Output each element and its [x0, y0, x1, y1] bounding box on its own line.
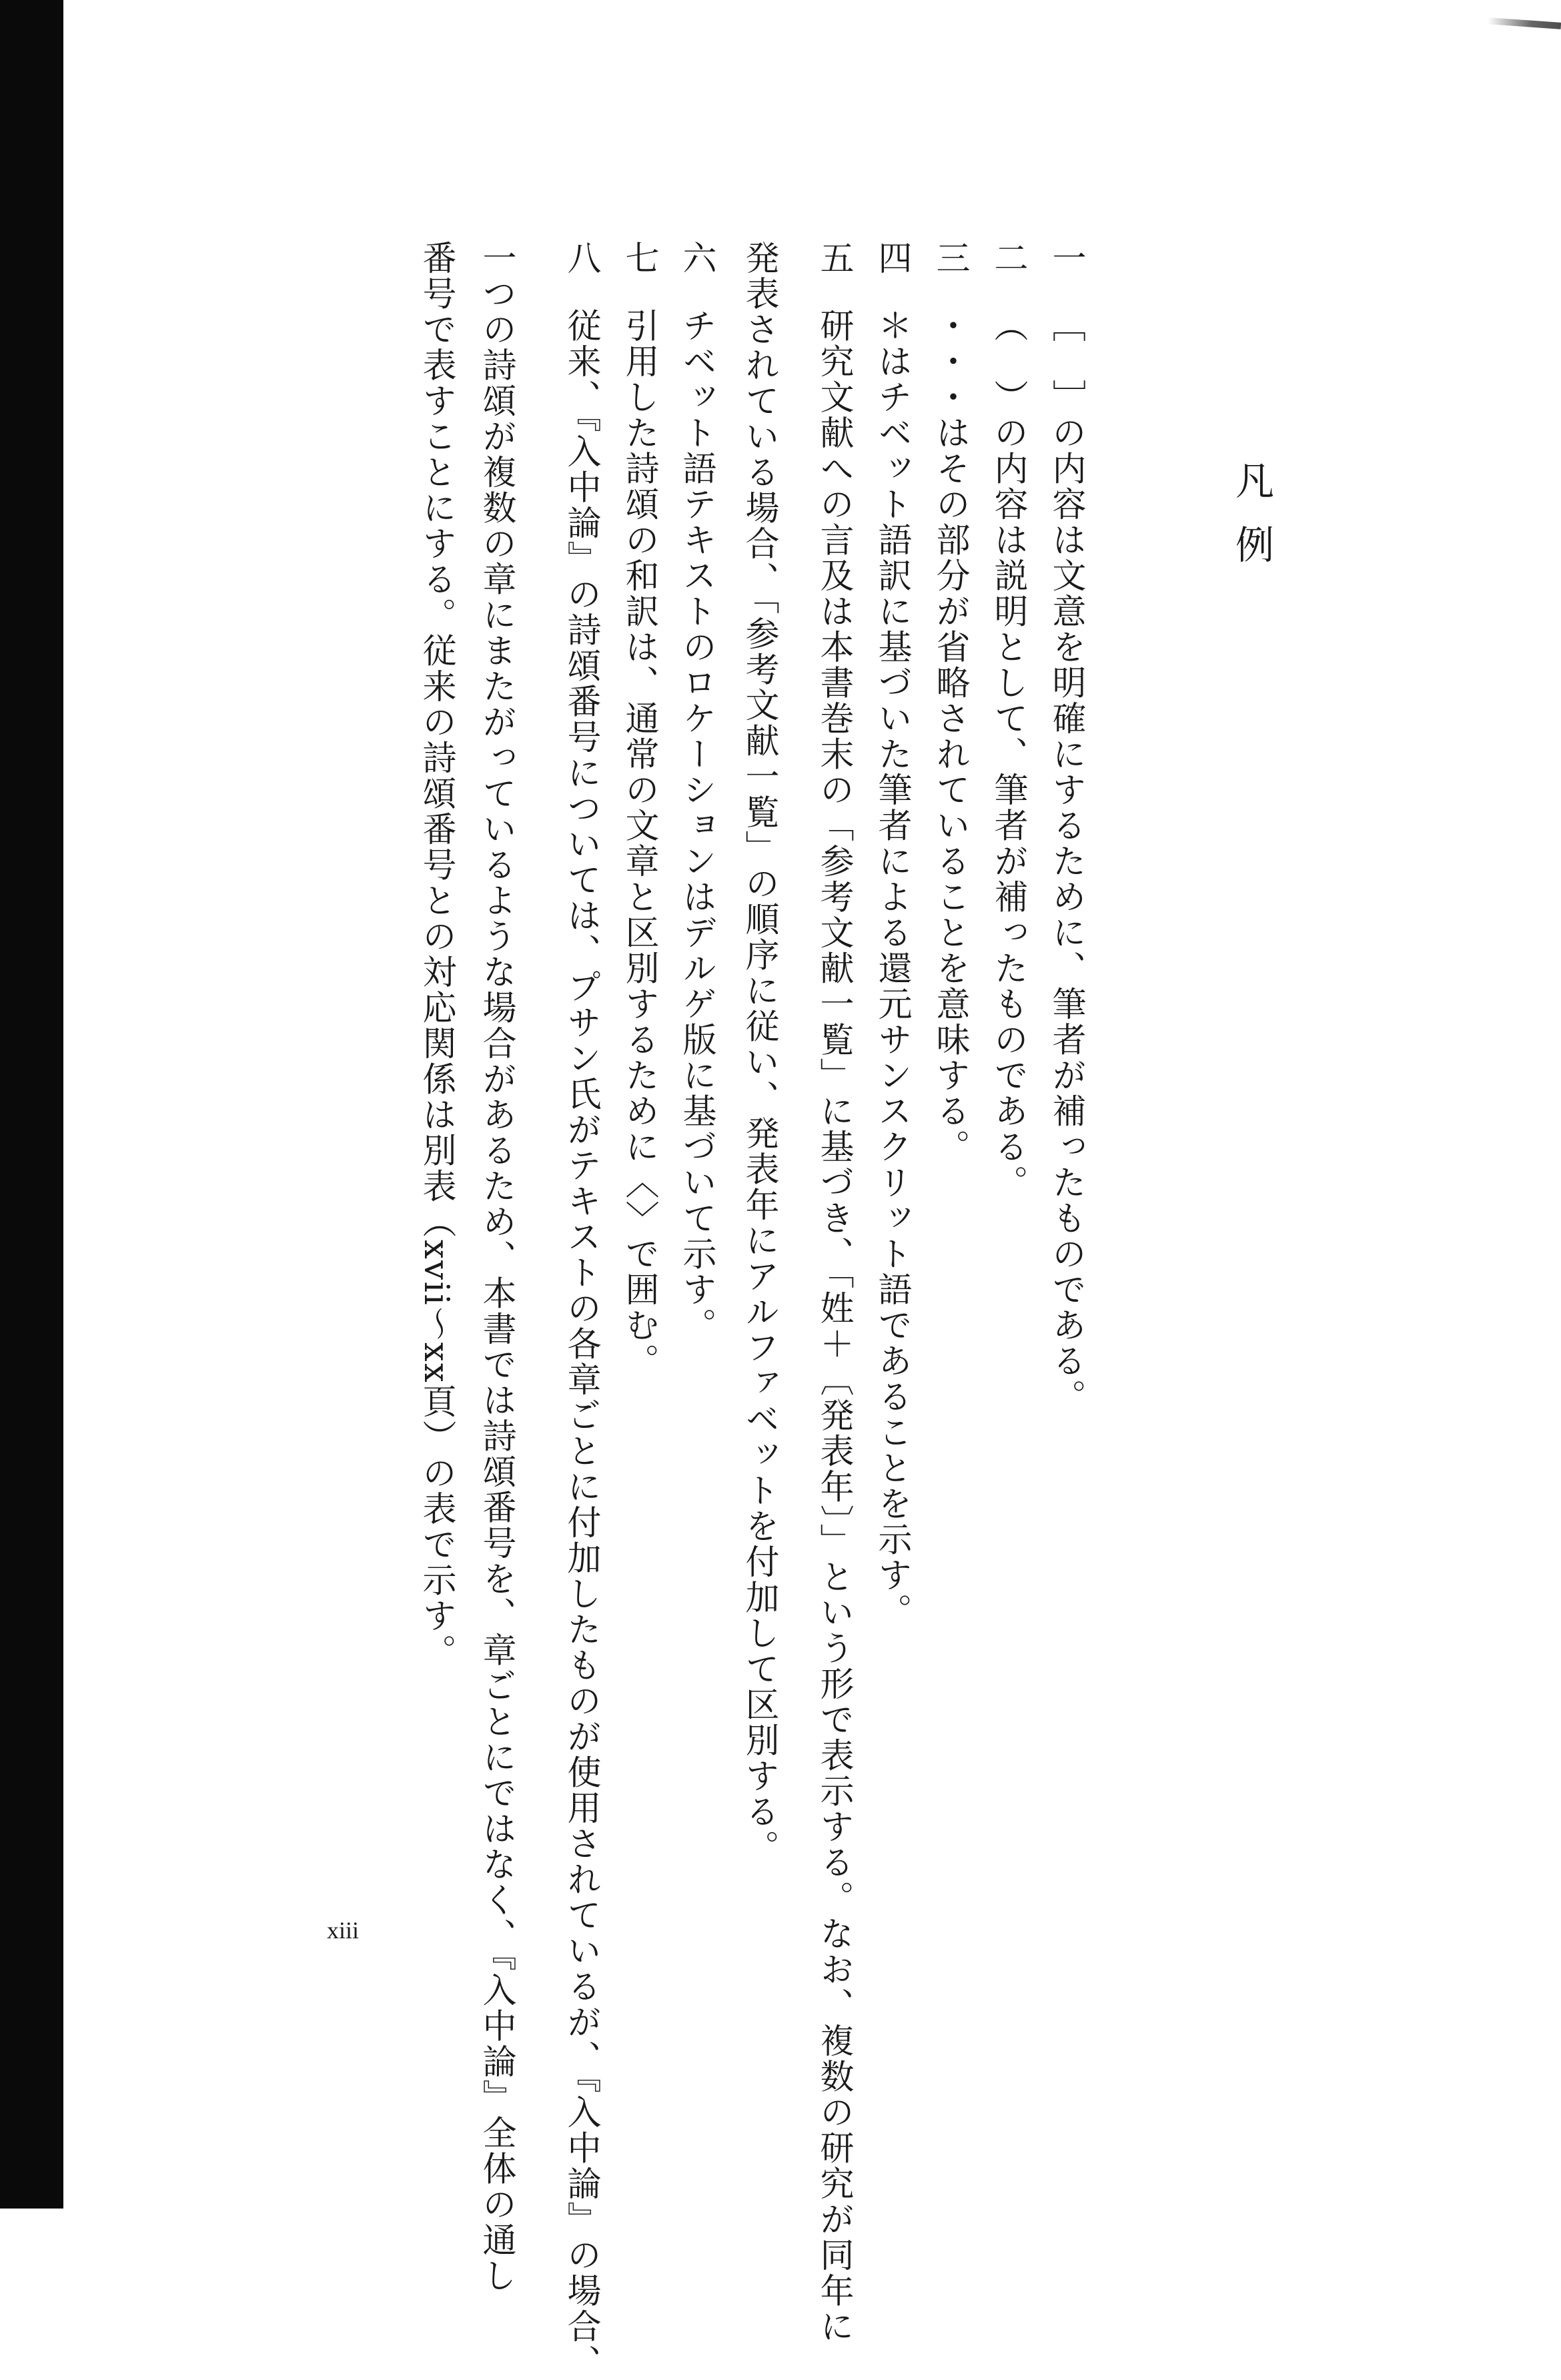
entry-text: 従来、『入中論』の詩頌番号については、プサン氏がテキストの各章ごとに付加したものが使用されているが、『入中論』の場合、	[561, 308, 600, 2380]
entry-1	[1049, 240, 1083, 2042]
page-number: xiii	[327, 1916, 359, 1944]
entry-number: 六	[679, 240, 713, 276]
entry-7	[622, 240, 656, 2042]
entry-8-line-3	[419, 240, 453, 2042]
entry-number: 四	[875, 240, 909, 276]
entry-5-line-2	[742, 240, 776, 2042]
entry-3	[933, 240, 967, 2042]
page-title: 凡例	[1211, 460, 1271, 588]
entry-number: 一	[1049, 240, 1083, 276]
entry-text: ・・・はその部分が省略されていることを意味する。	[930, 308, 969, 1165]
entry-text: 一つの詩頌が複数の章にまたがっているような場合があるため、本書では詩頌番号を、章ごとにではなく、『入中論』全体の通し	[476, 240, 516, 2294]
entry-text: 番号で表すことにする。従来の詩頌番号との対応関係は別表（xvii～xx頁）の表で示す。	[416, 240, 456, 1669]
entry-5	[817, 240, 851, 2042]
entry-number: 五	[817, 240, 851, 276]
entry-number: 七	[622, 240, 656, 276]
entry-4	[875, 240, 909, 2042]
entry-8-line-2	[479, 240, 513, 2042]
entry-number: 二	[991, 240, 1025, 276]
entry-8	[564, 240, 598, 2042]
entry-text: 引用した詩頌の和訳は、通常の文章と区別するために〈〉で囲む。	[619, 308, 658, 1379]
entry-number: 三	[933, 240, 967, 276]
entry-text: ［ ］の内容は文意を明確にするために、筆者が補ったものである。	[1046, 308, 1085, 1415]
entry-2	[991, 240, 1025, 2042]
scan-shadow-left	[0, 0, 63, 2209]
entry-text: 研究文献への言及は本書巻末の「参考文献一覧」に基づき、「姓＋〔発表年〕」という形で表示する。なお、複数の研究が同年に	[814, 308, 853, 2345]
entry-text: チベット語テキストのロケーションはデルゲ版に基づいて示す。	[676, 308, 716, 1344]
entry-text: ＊はチベット語訳に基づいた筆者による還元サンスクリット語であることを示す。	[872, 308, 911, 1629]
scan-mark-top-right	[1488, 17, 1561, 29]
entry-text: 発表されている場合、「参考文献一覧」の順序に従い、発表年にアルファベットを付加して区別する。	[739, 240, 778, 1866]
entry-6	[679, 240, 713, 2042]
entry-text: （ ）の内容は説明として、筆者が補ったものである。	[988, 308, 1027, 1201]
entry-number: 八	[564, 240, 598, 276]
